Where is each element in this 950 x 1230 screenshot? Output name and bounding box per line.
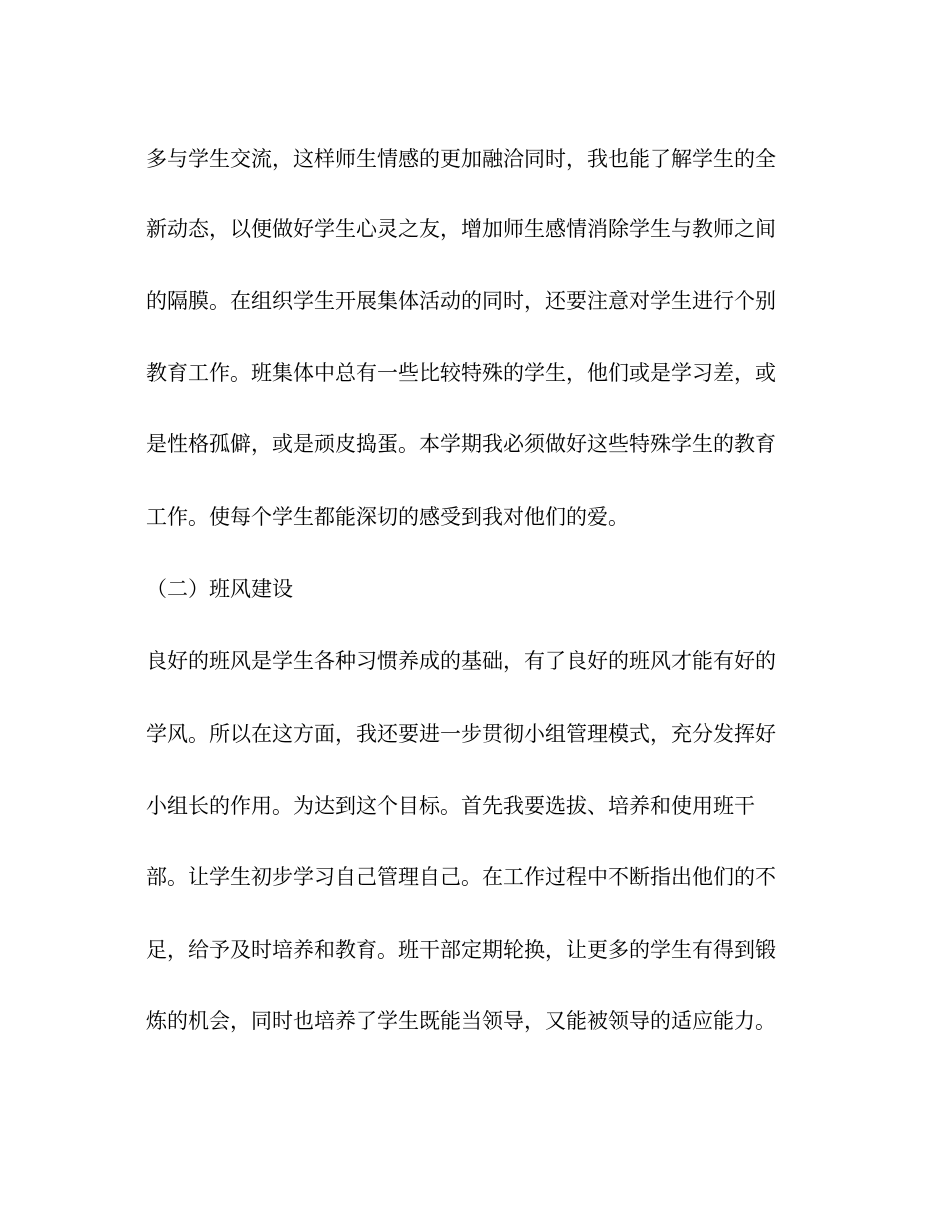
paragraph-line: 小组长的作用。为达到这个目标。首先我要选拔、培养和使用班干 — [146, 794, 755, 818]
section-heading: （二）班风建设 — [146, 577, 293, 601]
paragraph-line: 多与学生交流，这样师生情感的更加融洽同时，我也能了解学生的全 — [146, 147, 776, 171]
paragraph-line: 的隔膜。在组织学生开展集体活动的同时，还要注意对学生进行个别 — [146, 289, 776, 313]
paragraph-line: 工作。使每个学生都能深切的感受到我对他们的爱。 — [146, 505, 629, 529]
paragraph-line: 部。让学生初步学习自己管理自己。在工作过程中不断指出他们的不 — [146, 865, 776, 889]
paragraph-line: 是性格孤僻，或是顽皮捣蛋。本学期我必须做好这些特殊学生的教育 — [146, 432, 776, 456]
paragraph-line: 学风。所以在这方面，我还要进一步贯彻小组管理模式，充分发挥好 — [146, 722, 776, 746]
paragraph-line: 足，给予及时培养和教育。班干部定期轮换，让更多的学生有得到锻 — [146, 938, 776, 962]
paragraph-line: 炼的机会，同时也培养了学生既能当领导，又能被领导的适应能力。 — [146, 1009, 776, 1033]
paragraph-line: 良好的班风是学生各种习惯养成的基础，有了良好的班风才能有好的 — [146, 649, 776, 673]
paragraph-line: 新动态，以便做好学生心灵之友，增加师生感情消除学生与教师之间 — [146, 217, 776, 241]
paragraph-line: 教育工作。班集体中总有一些比较特殊的学生，他们或是学习差，或 — [146, 361, 776, 385]
